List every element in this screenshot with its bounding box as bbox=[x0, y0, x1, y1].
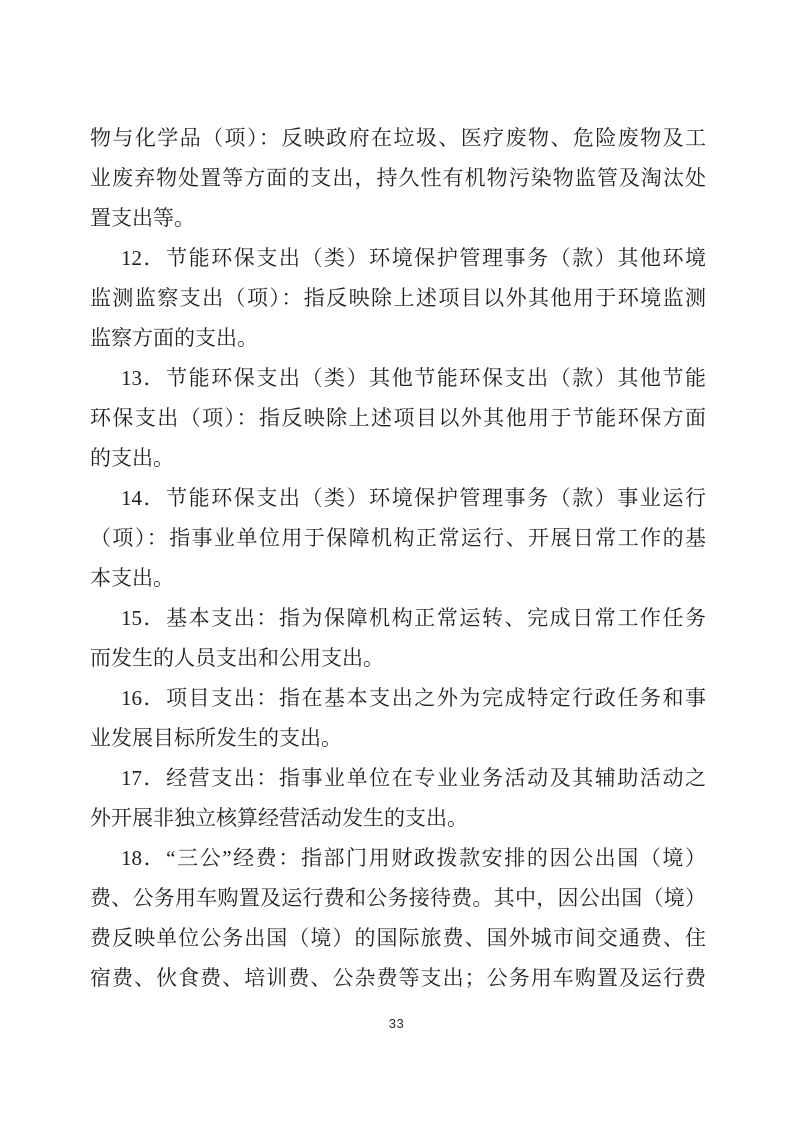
text-line: 物与化学品（项）：反映政府在垃圾、医疗废物、危险废物及工 bbox=[90, 126, 706, 150]
text-line: 13．节能环保支出（类）其他节能环保支出（款）其他节能 bbox=[121, 366, 706, 390]
text-line: 外开展非独立核算经营活动发生的支出。 bbox=[90, 806, 468, 830]
para-item-13 bbox=[90, 358, 706, 478]
text-line: 的支出。 bbox=[90, 446, 174, 470]
text-line: 17．经营支出：指事业单位在专业业务活动及其辅助活动之 bbox=[121, 766, 706, 790]
para-item-17 bbox=[90, 758, 706, 838]
text-line: 业发展目标所发生的支出。 bbox=[90, 726, 342, 750]
text-line: 而发生的人员支出和公用支出。 bbox=[90, 646, 384, 670]
text-line: 费反映单位公务出国（境）的国际旅费、国外城市间交通费、住 bbox=[90, 926, 706, 950]
para-item-16 bbox=[90, 678, 706, 758]
text-line: 监测监察支出（项）：指反映除上述项目以外其他用于环境监测 bbox=[90, 286, 706, 310]
page-number: 33 bbox=[388, 1016, 405, 1031]
text-line: 业废弃物处置等方面的支出，持久性有机物污染物监管及淘汰处 bbox=[90, 166, 706, 190]
text-line: 14．节能环保支出（类）环境保护管理事务（款）事业运行 bbox=[121, 486, 706, 510]
document-body bbox=[90, 118, 706, 998]
text-line: 监察方面的支出。 bbox=[90, 326, 258, 350]
text-line: 16．项目支出：指在基本支出之外为完成特定行政任务和事 bbox=[121, 686, 706, 710]
text-line: 15．基本支出：指为保障机构正常运转、完成日常工作任务 bbox=[121, 606, 706, 630]
para-item-12 bbox=[90, 238, 706, 358]
para-item-18 bbox=[90, 838, 706, 998]
text-line: 环保支出（项）：指反映除上述项目以外其他用于节能环保方面 bbox=[90, 406, 706, 430]
text-line: （项）：指事业单位用于保障机构正常运行、开展日常工作的基 bbox=[90, 526, 706, 550]
text-line: 费、公务用车购置及运行费和公务接待费。其中，因公出国（境） bbox=[90, 886, 706, 910]
text-line: 12．节能环保支出（类）环境保护管理事务（款）其他环境 bbox=[121, 246, 706, 270]
text-line: 宿费、伙食费、培训费、公杂费等支出；公务用车购置及运行费 bbox=[90, 966, 706, 990]
text-line: 18．“三公”经费：指部门用财政拨款安排的因公出国（境） bbox=[121, 846, 706, 870]
para-continuation-pollutants bbox=[90, 118, 706, 238]
para-item-14 bbox=[90, 478, 706, 598]
para-item-15 bbox=[90, 598, 706, 678]
text-line: 置支出等。 bbox=[90, 206, 195, 230]
text-line: 本支出。 bbox=[90, 566, 174, 590]
